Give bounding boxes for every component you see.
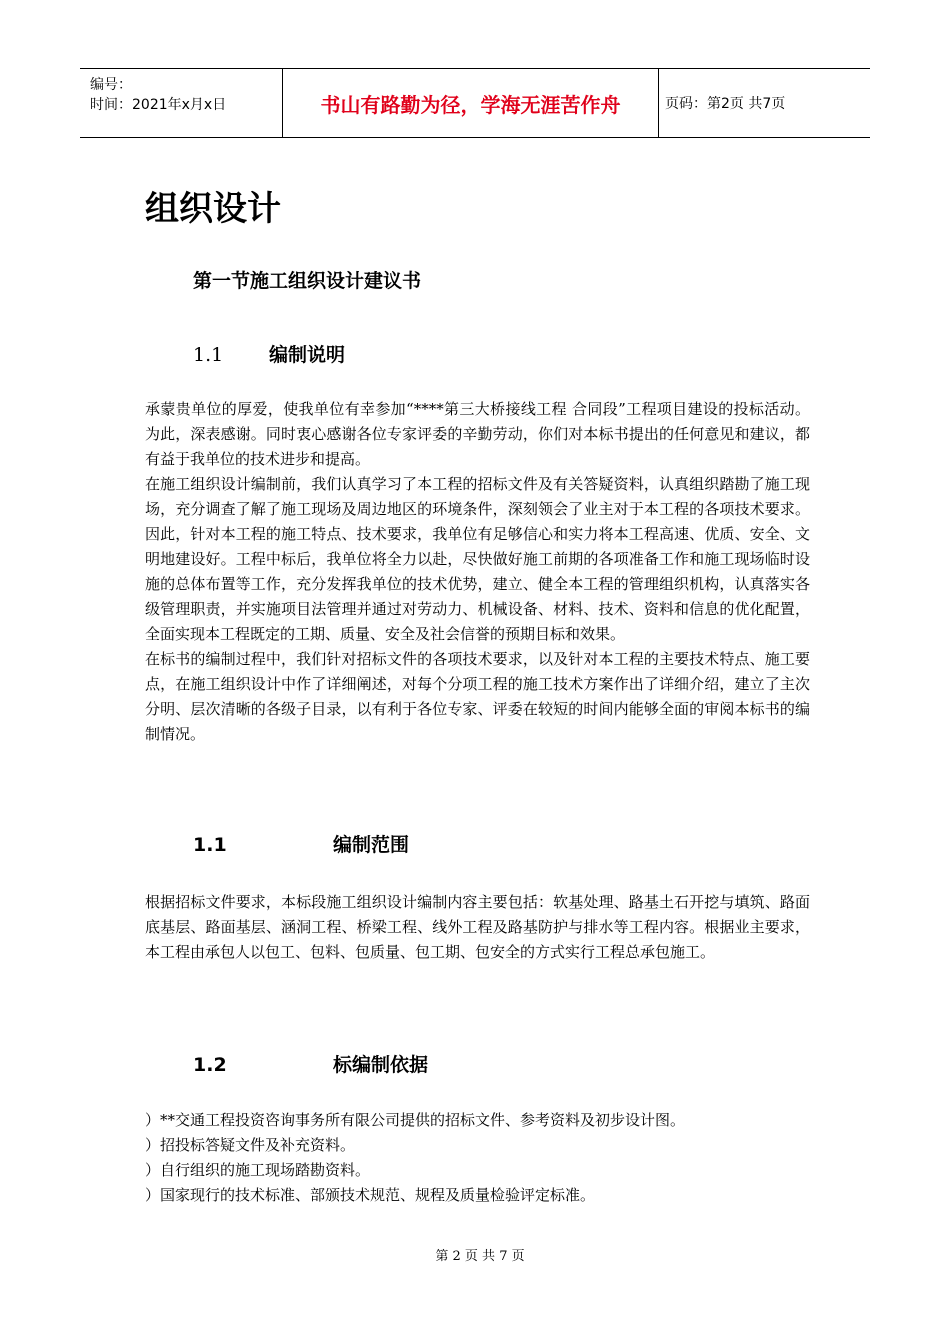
document-title: 组织设计 <box>145 189 281 229</box>
paragraph: 根据招标文件要求，本标段施工组织设计编制内容主要包括：软基处理、路基土石开挖与填筑、路面底基层、路面基层、涵洞工程、桥梁工程、线外工程及路基防护与排水等工程内容。根据业主要求，本工程由承包人以包工、包料、包质量、包工期、包安全的方式实行工程总承包施工。 <box>145 893 810 961</box>
header-page-info: 页码：第2页 共7页 <box>665 96 786 112</box>
basis-list <box>145 1108 685 1208</box>
subsection-1-body <box>145 397 810 747</box>
page-footer: 第 2 页 共 7 页 <box>435 1249 525 1264</box>
number-label: 编号： <box>90 77 132 93</box>
subsection-2-number: 1.1 <box>193 834 227 856</box>
list-item: ）国家现行的技术标准、部颁技术规范、规程及质量检验评定标准。 <box>145 1186 596 1204</box>
subsection-3-title: 标编制依据 <box>333 1054 429 1076</box>
list-item: ）招投标答疑文件及补充资料。 <box>145 1136 356 1154</box>
subsection-3-heading <box>193 1050 428 1077</box>
subsection-3-number: 1.2 <box>193 1054 227 1076</box>
subsection-1-number: 1.1 <box>193 344 224 366</box>
subsection-1-heading <box>193 340 345 367</box>
list-item: ）自行组织的施工现场踏勘资料。 <box>145 1161 371 1179</box>
subsection-2-body <box>145 890 810 965</box>
subsection-1-title: 编制说明 <box>269 344 346 366</box>
subsection-2-heading <box>193 830 409 857</box>
paragraph: 在施工组织设计编制前，我们认真学习了本工程的招标文件及有关答疑资料，认真组织踏勘了施工现场，充分调查了解了施工现场及周边地区的环境条件，深刻领会了业主对于本工程的各项技术要求。因此，针对本工程的施工特点、技术要求，我单位有足够信心和实力将本工程高速、优质、安全、文明地建设好。工程中标后，我单位将全力以赴，尽快做好施工前期的各项准备工作和施工现场临时设施的总体布置等工作，充分发挥我单位的技术优势，建立、健全本工程的管理组织机构，认真落实各级管理职责，并实施项目法管理并通过对劳动力、机械设备、材料、技术、资料和信息的优化配置，全面实现本工程既定的工期、质量、安全及社会信誉的预期目标和效果。 <box>145 475 810 643</box>
section-heading: 第一节施工组织设计建议书 <box>193 270 422 292</box>
header-motto: 书山有路勤为径，学海无涯苦作舟 <box>283 69 659 137</box>
page-header <box>80 68 870 138</box>
list-item: ）**交通工程投资咨询事务所有限公司提供的招标文件、参考资料及初步设计图。 <box>145 1111 686 1129</box>
paragraph: 在标书的编制过程中，我们针对招标文件的各项技术要求，以及针对本工程的主要技术特点、施工要点，在施工组织设计中作了详细阐述，对每个分项工程的施工技术方案作出了详细介绍，建立了主次分明、层次清晰的各级子目录，以有利于各位专家、评委在较短的时间内能够全面的审阅本标书的编制情况。 <box>145 650 810 743</box>
paragraph: 承蒙贵单位的厚爱，使我单位有幸参加“****第三大桥接线工程 合同段”工程项目建设的投标活动。为此，深表感谢。同时衷心感谢各位专家评委的辛勤劳动，你们对本标书提出的任何意见和建议，都有益于我单位的技术进步和提高。 <box>145 400 810 468</box>
subsection-2-title: 编制范围 <box>333 834 410 856</box>
header-meta <box>80 69 283 137</box>
time-label: 时间：2021年x月x日 <box>90 97 227 113</box>
